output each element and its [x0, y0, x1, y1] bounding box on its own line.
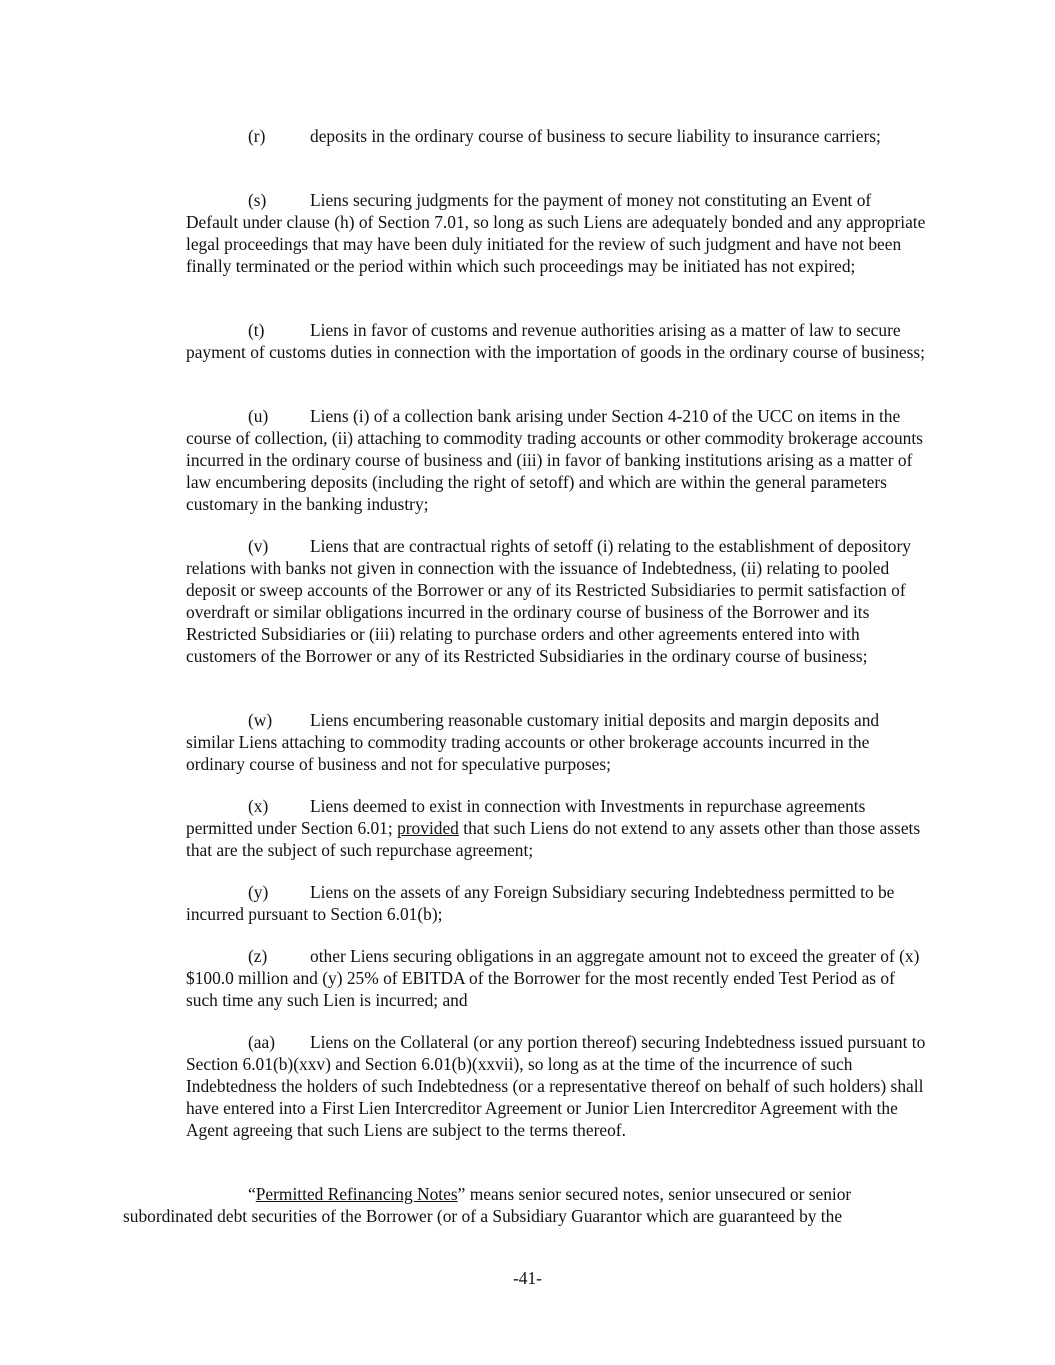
clause-label: (aa)	[248, 1032, 276, 1052]
clause-w	[186, 709, 926, 775]
clause-y	[186, 881, 926, 925]
clause-text: Liens on the assets of any Foreign Subsidiary securing Indebtedness permitted to be incurred pursuant to Section 6.01(b);	[186, 882, 895, 924]
clause-label: (u)	[248, 406, 269, 426]
clause-text: other Liens securing obligations in an aggregate amount not to exceed the greater of (x) $100.0 million and (y) 25% of EBITDA of the Borrower for the most recently ended Test Period as of such time any such Lien is incurred; and	[186, 946, 920, 1010]
clause-label: (s)	[248, 190, 267, 210]
clause-text-before: Liens deemed to exist in connection with Investments in repurchase agreements permitted under Section 6.01;	[186, 796, 866, 838]
clause-text: Liens (i) of a collection bank arising under Section 4-210 of the UCC on items in the course of collection, (ii) attaching to commodity trading accounts or other commodity brokerage accounts incurred in the ordinary course of business and (iii) in favor of banking institutions arising as a matter of law encumbering deposits (including the right of setoff) and which are within the general parameters customary in the banking industry;	[186, 406, 923, 514]
close-quote: ”	[457, 1184, 466, 1204]
clause-label: (t)	[248, 320, 265, 340]
defined-term: Permitted Refinancing Notes	[255, 1184, 458, 1204]
clause-text: deposits in the ordinary course of business to secure liability to insurance carriers;	[310, 126, 881, 146]
clause-label: (r)	[248, 126, 266, 146]
clause-text: Liens securing judgments for the payment of money not constituting an Event of Default under clause (h) of Section 7.01, so long as such Liens are adequately bonded and any appropriate legal proceedings that may have been duly initiated for the review of such judgment and have not been finally terminated or the period within which such proceedings may be initiated has not expired;	[186, 190, 926, 276]
clause-text-after: that such Liens do not extend to any assets other than those assets that are the subject of such repurchase agreement;	[186, 818, 921, 860]
open-quote: “	[248, 1184, 256, 1204]
clause-label: (x)	[248, 796, 269, 816]
clause-z	[186, 945, 926, 1011]
clause-label: (v)	[248, 536, 269, 556]
clause-r	[186, 125, 926, 147]
clause-s	[186, 189, 926, 277]
clause-u	[186, 405, 926, 515]
clause-label: (z)	[248, 946, 268, 966]
definition-text: means senior secured notes, senior unsecured or senior subordinated debt securities of the Borrower (or of a Subsidiary Guarantor which are guaranteed by the	[123, 1184, 852, 1226]
clause-v	[186, 535, 926, 667]
provided-term: provided	[397, 818, 459, 838]
clause-text: Liens on the Collateral (or any portion thereof) securing Indebtedness issued pursuant to Section 6.01(b)(xxv) and Section 6.01(b)(xxvii), so long as at the time of the incurrence of such Indebtedness the holders of such Indebtedness (or a representative thereof on behalf of such holders) shall have entered into a First Lien Intercreditor Agreement or Junior Lien Intercreditor Agreement with the Agent agreeing that such Liens are subject to the terms thereof.	[186, 1032, 926, 1140]
clause-t	[186, 319, 926, 363]
clause-text: Liens that are contractual rights of setoff (i) relating to the establishment of depository relations with banks not given in connection with the issuance of Indebtedness, (ii) relating to pooled deposit or sweep accounts of the Borrower or any of its Restricted Subsidiaries to permit satisfaction of overdraft or similar obligations incurred in the ordinary course of business of the Borrower and its Restricted Subsidiaries or (iii) relating to purchase orders and other agreements entered into with customers of the Borrower or any of its Restricted Subsidiaries in the ordinary course of business;	[186, 536, 911, 666]
clause-text: Liens in favor of customs and revenue authorities arising as a matter of law to secure payment of customs duties in connection with the importation of goods in the ordinary course of business;	[186, 320, 925, 362]
clause-text: Liens encumbering reasonable customary initial deposits and margin deposits and similar Liens attaching to commodity trading accounts or other brokerage accounts incurred in the ordinary course of business and not for speculative purposes;	[186, 710, 880, 774]
page-number: -41-	[513, 1268, 542, 1288]
definition-permitted-refinancing-notes	[123, 1183, 923, 1227]
clause-x	[186, 795, 926, 861]
clause-label: (w)	[248, 710, 273, 730]
clause-aa	[186, 1031, 926, 1141]
clause-label: (y)	[248, 882, 269, 902]
